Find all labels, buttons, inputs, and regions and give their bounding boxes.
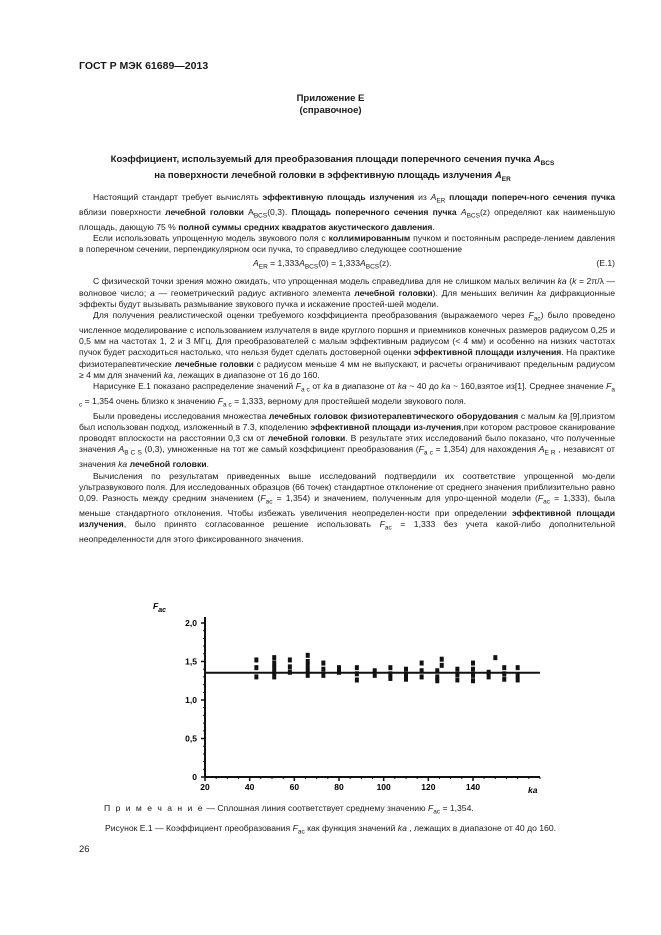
y-tick-label: 1,5 [185,656,197,667]
paragraph-3: С физической точки зрения можно ожидать, что упрощенная модель справедлива для не слишком малых величин ka (k = 2π/λ — волновое число; a — геометрический радиус активного элемента лечебной головки). Для меньших величин ka дифракционные эффекты будут вызывать размывание звукового пучка и искажение простей-шей модели. [79,276,616,309]
data-point [272,674,276,679]
data-point [455,677,459,682]
y-tick-label: 0,5 [185,733,197,744]
data-point [471,673,475,678]
data-point [272,665,276,670]
data-point [355,665,359,670]
y-tick-label: 1,0 [185,695,197,705]
data-point [435,668,439,673]
data-point [420,668,424,673]
paragraph-6: Были проведены исследования множества лечебных головок физиотерапевтического оборудования с малым ka [9],приэтом был использован подход, изложенный в 7.3, кподелению эффективной площади из-лучения,при котором растровое сканирование проводят вплоскости на расстоянии 0,3 см от лечебной головки. В результате этих исследований было показано, что полученные значения $A_{B C S}$ (0,3), умноженные на тот же самый коэффициент преобразования $(F_{a c} = 1,354)$ для нахождения $A_{E R}$ , независят от значения ka лечебной головки. [79,410,616,470]
y-axis-label: $F_{ac}$ [153,601,166,614]
data-point [373,673,377,678]
x-tick-label: 40 [244,782,255,792]
doc-header: ГОСТ Р МЭК 61689—2013 [79,60,209,72]
data-point [373,668,377,673]
paragraph-7: Вычисления по результатам приведенных выше исследований подтвердили их соответствие упрощенной мо-дели ультразвукового поля. Для исследованных образцов (66 точек) стандартное отклонение от среднего значения приблизительно равно 0,09. Разность между средним значением $(F_{ac} = 1,354)$ и значением, полученным для упро-щенной модели $(F_{ac} = 1,333)$, была меньше стандартного отклонения. Чтобы избежать увеличения неопределен-ности при определении эффективной площади излучения, было принято согласованное решение использовать $F_{ac} = 1,333$ без учета какой-либо дополнительной неопределенности для этого фиксированного значения. [79,470,616,544]
data-point [306,659,310,664]
fac-scatter-chart [150,595,550,795]
x-tick-label: 80 [334,782,344,792]
figure-note: П р и м е ч а н и е — Сплошная линия соответствует среднему значению $F_{ac} = 1,354$. [104,803,474,816]
data-point [404,677,408,682]
data-point [471,678,475,683]
x-tick-label: 100 [376,782,391,792]
data-point [306,673,310,678]
data-point [516,673,520,678]
data-point [420,674,424,679]
data-point [355,671,359,676]
data-point [502,677,506,682]
x-axis-label: ka [528,785,538,795]
data-point [254,674,258,679]
data-point [435,678,439,683]
x-tick-label: 60 [289,782,300,792]
figure-caption: Рисунок Е.1 — Коэффициент преобразования $F_{ac}$ как функция значений ka , лежащих в диапазоне от 40 до 160. [104,823,556,836]
data-point [420,661,424,666]
y-tick-label: 0 [192,772,197,782]
x-tick-label: 140 [465,782,481,792]
data-point [272,661,276,666]
data-point [516,665,520,670]
data-point [321,673,325,678]
data-point [502,665,506,670]
paragraph-1: Настоящий стандарт требует вычислять эффективную площадь излучения из $A_{ER}$ площади попереч-ного сечения пучка вблизи поверхности лечебной головки $A_{BCS}(0,3)$. Площадь поперечного сечения пучка $A_{BCS}(z)$ определяют как наименьшую площадь, дающую 75 % полной суммы средних квадратов акустического давления. [79,192,616,232]
data-point [272,655,276,660]
data-point [487,670,491,675]
data-point [404,667,408,672]
data-point [306,653,310,658]
section-title: Коэффициент, используемый для преобразования площади поперечного сечения пучка $A_{BCS}$ на поверхности лечебной головки в эффективную площадь излучения $A_{ER}$ [110,154,555,183]
data-point [516,677,520,682]
data-point [487,674,491,679]
data-point [337,665,341,670]
page-number: 26 [79,844,90,855]
data-point [254,665,258,670]
y-tick-label: 2,0 [185,618,197,628]
annex-type: (справочное) [299,105,362,116]
annex-heading [0,93,661,117]
data-point [388,665,392,670]
data-point [288,670,292,675]
data-point [288,664,292,669]
data-point [388,671,392,676]
data-point [272,670,276,675]
data-point [471,661,475,666]
data-point [288,657,292,662]
paragraph-4: Для получения реалистической оценки требуемого коэффициента преобразования (выражаемого через $F_{ac}$) было проведено численное моделирование с использованием излучателя в виде круглого поршня и приемников конечных размеров радиусом 0,25 и 0,5 мм на частотах 1, 2 и 3 МГц. Для преобразователей с малым эффективным радиусом (< 4 мм) и особенно на низких частотах пучок будет расходиться настолько, что нельзя будет сделать достоверной оценки эффективной площади излучения. На практике физиотерапевтические лечебные головки с радиусом меньше 4 мм не выпускают, и расчеты ограничивают предельным радиусом ≥ 4 мм для значений ka, лежащих в диапазоне от 16 до 160. [79,309,616,380]
data-point [388,676,392,681]
data-point [455,672,459,677]
data-point [321,667,325,672]
body-text [79,192,615,545]
x-tick-label: 120 [421,782,436,792]
paragraph-2: Если использовать упрощенную модель звукового поля с коллимированным пучком и постоянным распреде-лением давления в поперечном сечении, перпендикулярном оси пучка, то справедливо следующее соотношение [79,233,615,255]
data-point [455,667,459,672]
data-point [493,655,497,660]
paragraph-5: Нарисунке Е.1 показано распределение значений $F_{a c}$ от ka в диапазоне от ka ~ 40 до ka ~ 160,взятое из[1]. Среднее значение $F_{a c} = 1,354$ очень близко к значению $F_{a c} = 1,333$, верному для простейшей модели звукового поля. [79,380,616,409]
data-point [321,661,325,666]
data-point [471,667,475,672]
data-point [355,677,359,682]
equation-number: (Е.1) [596,258,615,269]
x-tick-label: 20 [200,782,210,792]
annex-name: Приложение Е [296,93,365,104]
data-point [306,668,310,673]
data-point [337,670,341,675]
data-point [254,657,258,662]
data-point [502,671,506,676]
data-point [306,664,310,669]
data-point [404,672,408,677]
data-point [440,663,444,668]
equation-e1: $A_{ER} = 1,333A_{BCS}(0) = 1,333A_{BCS}(z)$. (Е.1) [79,258,615,273]
data-point [440,657,444,662]
